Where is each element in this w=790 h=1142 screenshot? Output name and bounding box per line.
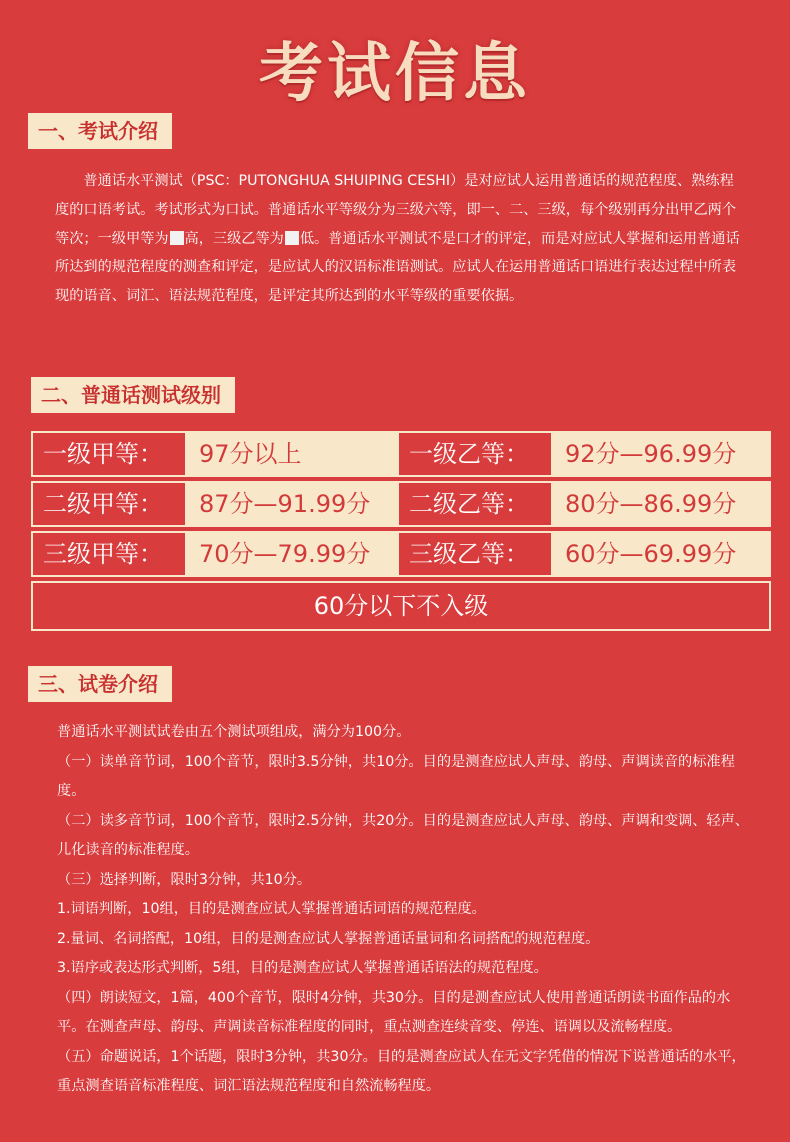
grade-table <box>31 431 771 631</box>
intro-text-a: 普通话水平测试（PSC：PUTONGHUA SHUIPING CESHI）是对应试人运用普通话的规范程度、熟练程度的口语考试。考试形式为口试。普通话水平等级分为三级六等，即一、二、三级，每个级别再分出甲乙两个等次；一级甲等为 <box>55 173 737 247</box>
section-tag-paper: 三、试卷介绍 <box>28 666 172 702</box>
grade-value: 60分—69.99分 <box>551 533 769 575</box>
section-tag-levels: 二、普通话测试级别 <box>31 377 235 413</box>
paper-line: （一）读单音节词，100个音节，限时3.5分钟，共10分。目的是测查应试人声母、韵母、声调读音的标准程度。 <box>57 753 735 799</box>
grade-value: 97分以上 <box>185 433 399 475</box>
grade-footer: 60分以下不入级 <box>31 581 771 631</box>
missing-glyph-box <box>285 231 299 245</box>
paper-line: （四）朗读短文，1篇，400个音节，限时4分钟，共30分。目的是测查应试人使用普通话朗读书面作品的水平。在测查声母、韵母、声调读音标准程度的同时，重点测查连续音变、停连、语调以及流畅程度。 <box>57 989 731 1035</box>
intro-text-b: 高，三级乙等为 <box>184 230 284 247</box>
grade-row <box>31 481 771 527</box>
grade-value: 87分—91.99分 <box>185 483 399 525</box>
paper-line: 3.语序或表达形式判断，5组，目的是测查应试人掌握普通话语法的规范程度。 <box>57 960 548 976</box>
grade-label: 一级甲等： <box>33 433 185 475</box>
intro-paragraph <box>55 167 745 311</box>
grade-label: 三级乙等： <box>399 533 551 575</box>
grade-label: 二级乙等： <box>399 483 551 525</box>
missing-glyph-box <box>170 231 184 245</box>
grade-value: 70分—79.99分 <box>185 533 399 575</box>
section-tag-intro: 一、考试介绍 <box>28 113 172 149</box>
grade-value: 92分—96.99分 <box>551 433 769 475</box>
grade-value: 80分—86.99分 <box>551 483 769 525</box>
paper-line: （三）选择判断，限时3分钟，共10分。 <box>57 871 312 888</box>
paper-line: （二）读多音节词，100个音节，限时2.5分钟，共20分。目的是测查应试人声母、韵母、声调和变调、轻声、儿化读音的标准程度。 <box>57 812 749 858</box>
grade-label: 三级甲等： <box>33 533 185 575</box>
paper-line: （五）命题说话，1个话题，限时3分钟，共30分。目的是测查应试人在无文字凭借的情况下说普通话的水平，重点测查语音标准程度、词汇语法规范程度和自然流畅程度。 <box>57 1048 746 1094</box>
grade-label: 二级甲等： <box>33 483 185 525</box>
page-title: 考试信息 <box>259 36 531 111</box>
paper-description <box>57 718 757 1102</box>
intro-text-c: 低。普通话水平测试不是口才的评定，而是对应试人掌握和运用普通话所达到的规范程度的测查和评定，是应试人的汉语标准语测试。应试人在运用普通话口语进行表达过程中所表现的语音、词汇、语法规范程度，是评定其所达到的水平等级的重要依据。 <box>55 230 740 305</box>
grade-row <box>31 531 771 577</box>
paper-line: 1.词语判断，10组，目的是测查应试人掌握普通话词语的规范程度。 <box>57 901 486 917</box>
paper-line: 2.量词、名词搭配，10组，目的是测查应试人掌握普通话量词和名词搭配的规范程度。 <box>57 930 600 947</box>
paper-line: 普通话水平测试试卷由五个测试项组成，满分为100分。 <box>57 724 411 740</box>
grade-label: 一级乙等： <box>399 433 551 475</box>
grade-row <box>31 431 771 477</box>
